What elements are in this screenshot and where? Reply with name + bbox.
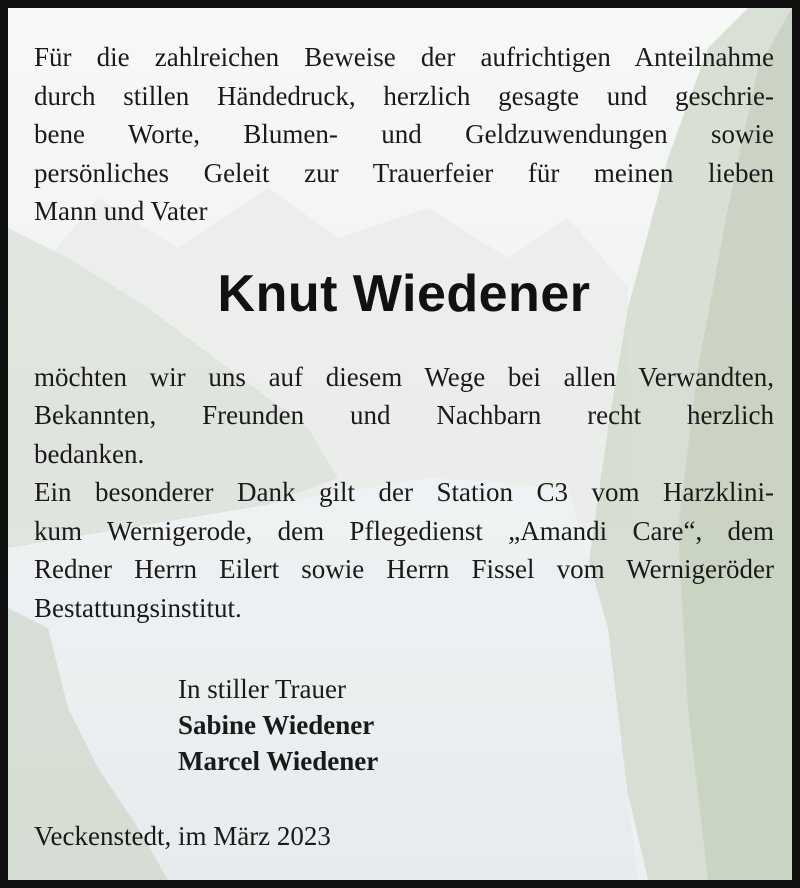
mourner-name: Sabine Wiedener: [178, 710, 375, 740]
place-date: Veckenstedt, im März 2023: [34, 821, 331, 851]
thanks-line: bedanken.: [34, 438, 145, 469]
thanks-line: Bekannten, Freunden und Nachbarn recht herzlich: [34, 400, 774, 430]
special-thanks-line: Ein besonderer Dank gilt der Station C3 vom Harzklini-: [34, 477, 774, 507]
mourning-phrase: In stiller Trauer: [178, 674, 346, 704]
intro-line: bene Worte, Blumen- und Geldzuwendungen sowie: [34, 119, 774, 149]
intro-line: Mann und Vater: [34, 196, 208, 226]
intro-paragraph: [34, 38, 774, 231]
thanks-paragraph: [34, 358, 774, 628]
intro-line: Für die zahlreichen Beweise der aufrichtigen Anteilnahme: [34, 42, 774, 72]
obituary-content: [34, 38, 774, 852]
deceased-name: Knut Wiedener: [217, 264, 591, 323]
signature-block: [178, 671, 774, 779]
special-thanks-line: kum Wernigerode, dem Pflegedienst „Amandi Care“, dem: [34, 515, 774, 546]
special-thanks-line: Bestattungsinstitut.: [34, 592, 242, 623]
thanks-line: möchten wir uns auf diesem Wege bei allen Verwandten,: [34, 361, 774, 392]
special-thanks-line: Redner Herrn Eilert sowie Herrn Fissel vom Wernigeröder: [34, 554, 774, 584]
intro-line: persönliches Geleit zur Trauerfeier für meinen lieben: [34, 157, 774, 188]
intro-line: durch stillen Händedruck, herzlich gesagte und geschrie-: [34, 80, 774, 111]
mourner-name: Marcel Wiedener: [178, 746, 379, 776]
